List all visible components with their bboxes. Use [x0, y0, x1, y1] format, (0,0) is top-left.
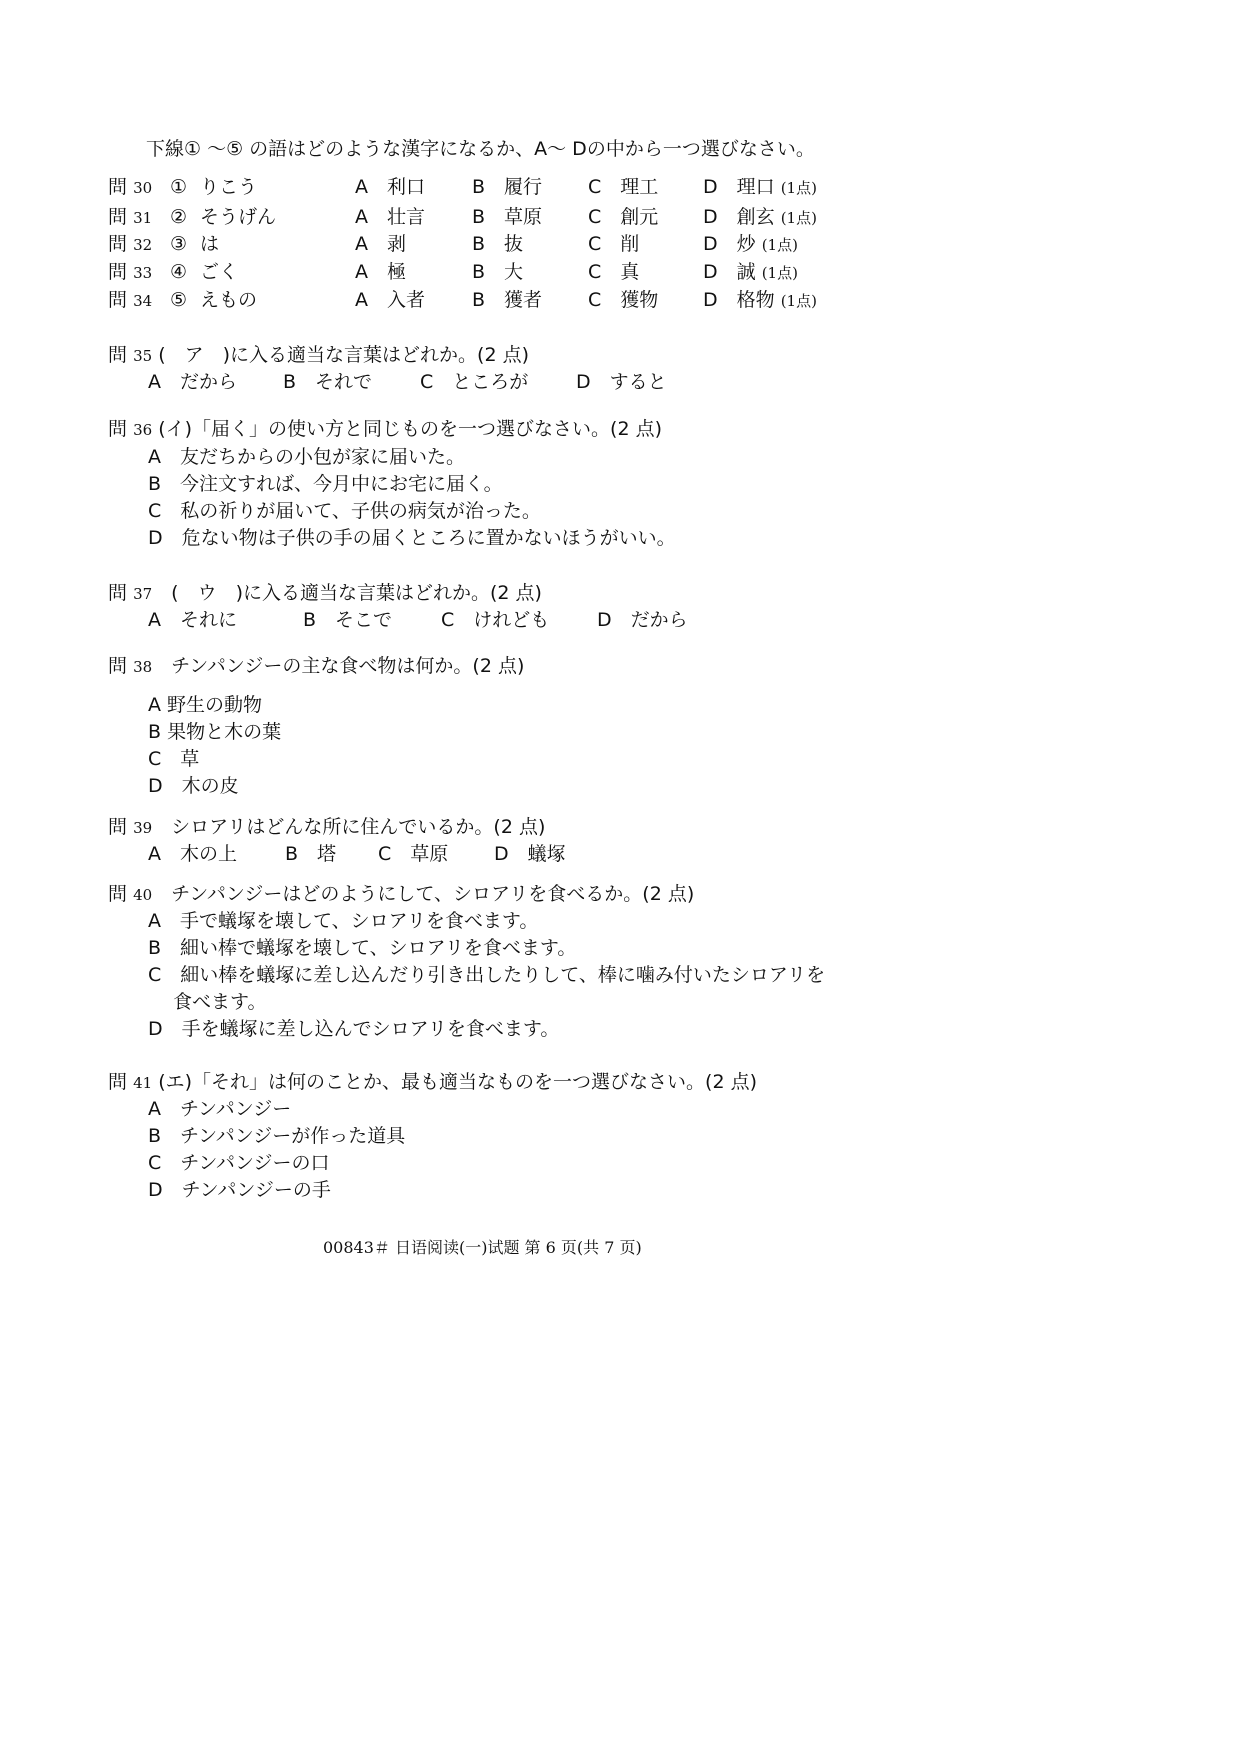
option-b: B そこで — [303, 609, 393, 631]
option-d: D 木の皮 — [148, 775, 239, 797]
option-c: C 草 — [148, 748, 200, 770]
option-d: D すると — [576, 371, 667, 393]
option-d: D 蟻塚 — [494, 843, 566, 865]
question-stem: 問 38 チンパンジーの主な食べ物は何か。(2 点) — [108, 655, 525, 677]
circle-number: ⑤ — [170, 289, 188, 311]
option-a: A 利口 — [355, 176, 425, 198]
option-c: C 創元 — [588, 206, 659, 228]
option-d: D 手を蟻塚に差し込んでシロアリを食べます。 — [148, 1018, 560, 1040]
option-c: C 私の祈りが届いて、子供の病気が治った。 — [148, 500, 541, 522]
question-number: 問 35 — [108, 344, 153, 366]
option-b: B 大 — [472, 261, 524, 283]
option-c: C ところが — [420, 371, 529, 393]
question-number: 問 40 — [108, 883, 153, 905]
option-b: B 果物と木の葉 — [148, 721, 282, 743]
option-a: A 手で蟻塚を壊して、シロアリを食べます。 — [148, 910, 539, 932]
option-a: A だから — [148, 371, 237, 393]
option-c-continued: 食べます。 — [148, 991, 267, 1013]
question-number: 問 34 — [108, 289, 153, 311]
reading: ごく — [200, 261, 239, 283]
circle-number: ④ — [170, 261, 188, 283]
option-d: D チンパンジーの手 — [148, 1179, 331, 1201]
option-a: A 木の上 — [148, 843, 237, 865]
option-c: C 細い棒を蟻塚に差し込んだり引き出したりして、棒に噛み付いたシロアリを — [148, 964, 826, 986]
option-b: B それで — [283, 371, 373, 393]
option-c: C チンパンジーの口 — [148, 1152, 330, 1174]
points: (1点) — [780, 209, 817, 227]
question-number: 問 39 — [108, 816, 153, 838]
option-d: D 炒 (1点) — [703, 233, 798, 255]
question-stem: 問 35 ( ア )に入る適当な言葉はどれか。(2 点) — [108, 344, 529, 366]
option-d: D 危ない物は子供の手の届くところに置かないほうがいい。 — [148, 527, 676, 549]
question-stem: 問 41 (エ)「それ」は何のことか、最も適当なものを一つ選びなさい。(2 点) — [108, 1071, 757, 1093]
option-b: B 履行 — [472, 176, 543, 198]
points: (1点) — [761, 236, 798, 254]
option-a: A 壮言 — [355, 206, 425, 228]
option-d: D 理口 (1点) — [703, 176, 817, 198]
option-c: C 真 — [588, 261, 640, 283]
option-a: A 入者 — [355, 289, 425, 311]
question-number: 問 33 — [108, 261, 153, 283]
option-b: B 今注文すれば、今月中にお宅に届く。 — [148, 473, 503, 495]
option-c: C 削 — [588, 233, 640, 255]
option-c: C 獲物 — [588, 289, 659, 311]
option-a: A 剥 — [355, 233, 406, 255]
reading: は — [200, 233, 220, 255]
option-b: B 獲者 — [472, 289, 543, 311]
reading: そうげん — [200, 206, 277, 228]
option-a: A 野生の動物 — [148, 694, 263, 716]
option-b: B 細い棒で蟻塚を壊して、シロアリを食べます。 — [148, 937, 577, 959]
points: (1点) — [780, 179, 817, 197]
option-a: A 友だちからの小包が家に届いた。 — [148, 446, 465, 468]
question-number: 問 38 — [108, 655, 153, 677]
question-stem: 問 40 チンパンジーはどのようにして、シロアリを食べるか。(2 点) — [108, 883, 695, 905]
option-b: B 塔 — [285, 843, 337, 865]
option-d: D だから — [597, 609, 688, 631]
option-d: D 創玄 (1点) — [703, 206, 817, 228]
option-b: B チンパンジーが作った道具 — [148, 1125, 406, 1147]
page-footer: 00843＃ 日语阅读(一)试题 第 6 页(共 7 页) — [323, 1238, 642, 1257]
reading: えもの — [200, 289, 258, 311]
option-b: B 草原 — [472, 206, 543, 228]
question-number: 問 32 — [108, 233, 153, 255]
question-number: 問 30 — [108, 176, 153, 198]
option-d: D 格物 (1点) — [703, 289, 817, 311]
question-number: 問 37 — [108, 582, 153, 604]
question-number: 問 31 — [108, 206, 153, 228]
question-stem: 問 37 ( ウ )に入る適当な言葉はどれか。(2 点) — [108, 582, 542, 604]
points: (1点) — [780, 292, 817, 310]
circle-number: ② — [170, 206, 188, 228]
question-stem: 問 39 シロアリはどんな所に住んでいるか。(2 点) — [108, 816, 546, 838]
question-number: 問 41 — [108, 1071, 153, 1093]
question-number: 問 36 — [108, 418, 153, 440]
option-a: A 極 — [355, 261, 406, 283]
circle-number: ③ — [170, 233, 188, 255]
option-d: D 誠 (1点) — [703, 261, 798, 283]
question-stem: 問 36 (イ)「届く」の使い方と同じものを一つ選びなさい。(2 点) — [108, 418, 662, 440]
option-c: C けれども — [441, 609, 550, 631]
reading: りこう — [200, 176, 258, 198]
option-a: A チンパンジー — [148, 1098, 292, 1120]
instruction: 下線① ～⑤ の語はどのような漢字になるか、A～ Dの中から一つ選びなさい。 — [146, 138, 815, 160]
option-c: C 理工 — [588, 176, 659, 198]
points: (1点) — [761, 264, 798, 282]
option-c: C 草原 — [378, 843, 449, 865]
option-b: B 抜 — [472, 233, 524, 255]
circle-number: ① — [170, 176, 188, 198]
option-a: A それに — [148, 609, 237, 631]
